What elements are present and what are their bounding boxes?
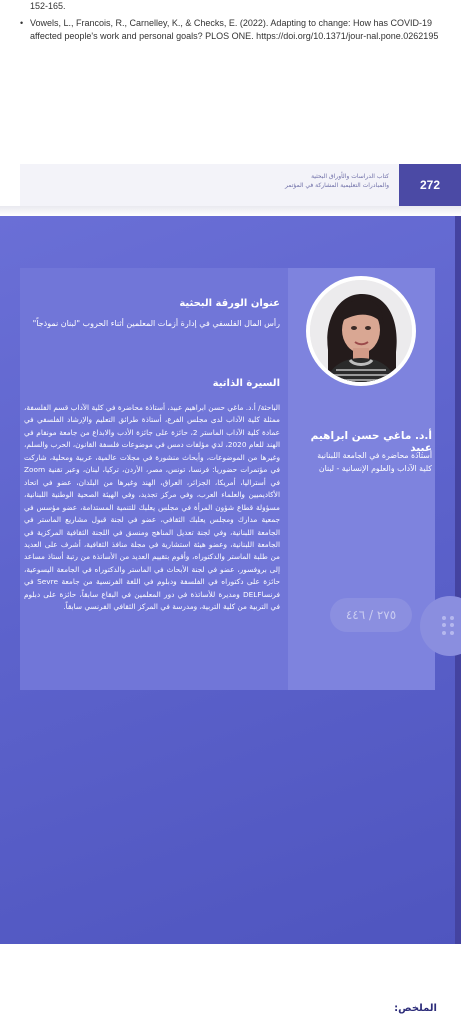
paper-title: رأس المال الفلسفي في إدارة أزمات المعلمين أثناء الحروب "لبنان نموذجاً" (32, 319, 280, 328)
reference-entry (20, 17, 440, 43)
author-avatar (310, 280, 412, 382)
page-counter[interactable]: ٢٧٥ / ٤٤٦ (330, 598, 412, 632)
reference-fragment: 152-165. (30, 1, 66, 11)
author-role-line-2: كلية الآداب والعلوم الإنسانية - لبنان (318, 464, 432, 473)
author-name: أ.د. ماغي حسن ابراهيم عبيد (310, 430, 432, 454)
author-role (290, 449, 432, 475)
portrait-icon (310, 280, 412, 382)
book-series-title (239, 172, 389, 190)
reference-text: Vowels, L., Francois, R., Carnelley, K., & Checks, E. (2022). Adapting to change: How has COVID-19 affected people's work and personal goals? PLOS ONE. https://doi.org/10.1371/jour-nal.pone.0262195 (30, 18, 439, 41)
series-line-1: كتاب الدراسات والأوراق البحثية (311, 173, 389, 180)
bio-text: الباحثة/ أ.د. ماغي حسن ابراهيم عبيد، أستاذة محاضرة في كلية الآداب قسم الفلسفة، ممثلة كلية الآداب لدى مجلس الفرع، أستاذة طرائق التعليم والإرشاد الفلسفي في عمادة كلية الآداب الماستر 2، حائزة على جائزة الأدب والابداع من جامعة مونفام في الهند للعام 2020، لدي مؤلفات دمس في موضوعات فلسفة القانون، الحرب والسلم، وغيرها من الموضوعات، وأبحاث منشورة في مجلات عالمية، عربية ومحلية، شاركت في مؤتمرات حضوريا: فرنسا، تونس، مصر، الأردن، تركيا، لبنان، وعبر تقنية Zoom في أستراليا، أمريكا، الجزائر، العراق، الهند وغيرها من البلدان، عضو في اتحاد الأكاديميين والعلماء العرب، وفي مركز تجديد، وفي الهيئة الصحية الوطنية اللبنانية، مسؤولة قطاع شؤون المرأة في مجلس يعلبك للتنمية المستدامة، عضو مؤسس في جمعية مدارك ومجلس يعلبك الثقافي، عضو في لجنة قبول مشاريع الماستر في الجامعة اللبنانية، وفي لجنة تعديل المناهج ومنسق في اللجنة الثقافية المركزية في الجامعة اللبنانية، وعضو هيئة استشارية في مجلة منافذ الثقافية، أشرف على العديد من طلبة الماستر والدكتوراه، وأقوم بتقييم العديد من الأساتذة من رتبة أستاذ مساعد إلى بروفسور، عضو في لجنة الأبحاث في الماستر والدكتوراه في الجامعة اليسوعية، حائزة على دكتوراه في الفلسفة ودبلوم في اللغة الفرنسية من جامعة Sevre في فرنساDELF ومديرة للأساتذة في دور المعلمين في البقاع سابقاً، حائزة على دبلوم في التربية من كلية التربية، ومدرسة في المركز الثقافي الفرنسي سابقاً. (24, 403, 281, 612)
page-header (20, 164, 461, 206)
bio-heading: السيرة الذاتية (212, 378, 280, 389)
avatar-frame (306, 276, 416, 386)
grid-dots-icon[interactable] (442, 616, 456, 636)
bullet-icon: • (20, 18, 24, 28)
author-bio-card (0, 216, 461, 944)
series-line-2: والمبادرات التعليمية المشاركة في المؤتمر (284, 182, 389, 189)
section-divider (0, 206, 461, 216)
author-role-line-1: أستاذة محاضرة في الجامعة اللبنانية (317, 451, 432, 460)
references-block (20, 0, 440, 43)
card-edge (455, 216, 461, 944)
paper-title-heading: عنوان الورقة البحثية (179, 298, 280, 309)
summary-heading: الملخص: (394, 1003, 437, 1014)
page-number: 272 (399, 164, 461, 206)
